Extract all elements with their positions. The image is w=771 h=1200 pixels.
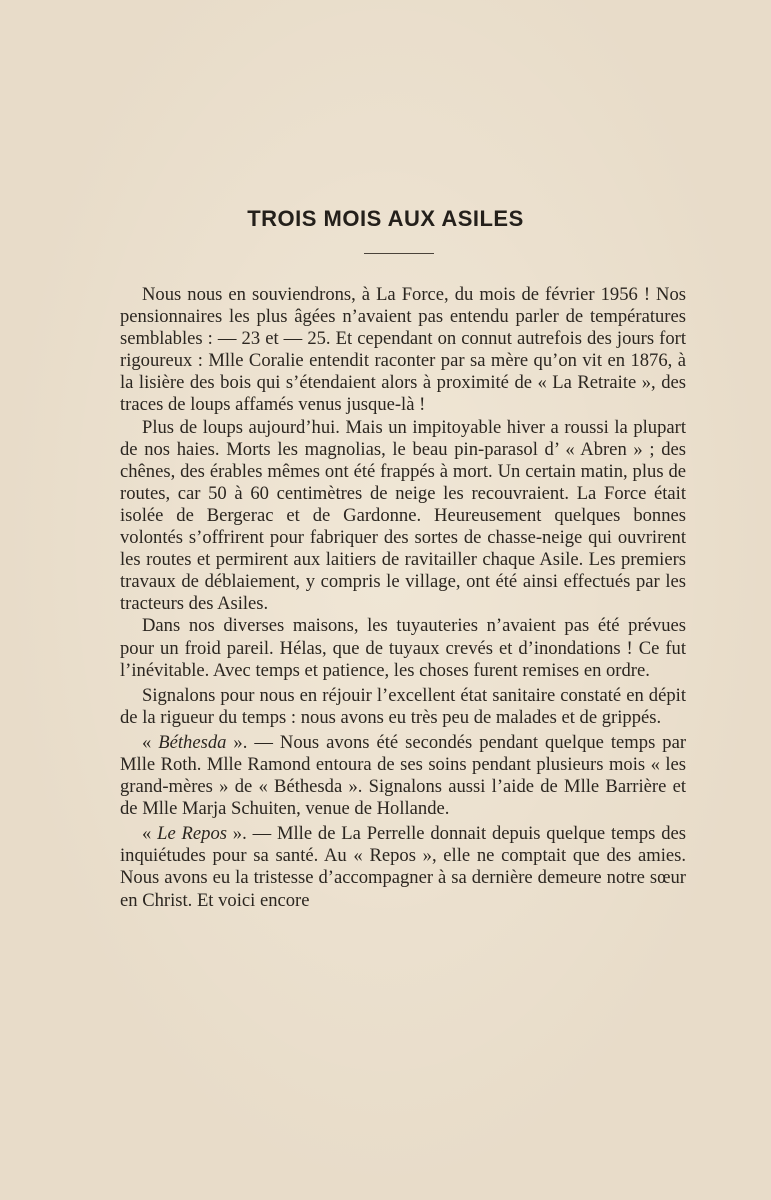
paragraph: Nous nous en souviendrons, à La Force, du mois de février 1956 ! Nos pensionnaires les plus âgées n’avaient pas entendu parler de températures semblables : — 23 et — 25. Et cependant on connut autrefois des jours fort rigoureux : Mlle Coralie entendit raconter par sa mère qu’on vit en 1876, à la lisière des bois qui s’étendaient alors à proximité de « La Retraite », des traces de loups affamés venus jusque-là ! (120, 284, 686, 416)
paragraph: Dans nos diverses maisons, les tuyauteries n’avaient pas été prévues pour un froid pareil. Hélas, que de tuyaux crevés et d’inondations ! Ce fut l’inévitable. Avec temps et patience, les choses furent remises en ordre. (120, 615, 686, 681)
title-divider (364, 253, 434, 254)
section-lead-title: Béthesda (158, 731, 227, 753)
paragraph: Plus de loups aujourd’hui. Mais un impitoyable hiver a roussi la plupart de nos haies. Morts les magnolias, le beau pin-parasol d’ « Abren » ; des chênes, des érables mêmes ont été frappés à mort. Un certain matin, plus de routes, car 50 à 60 centimètres de neige les recouvraient. La Force était isolée de Bergerac et de Gardonne. Heureusement quelques bonnes volontés s’offrirent pour fabriquer des sortes de chasse-neige qui ouvrirent les routes et permirent aux laitiers de ravitailler chaque Asile. Les premiers travaux de déblaiement, y compris le village, ont été ainsi effectués par les tracteurs des Asiles. (120, 416, 686, 615)
section-lead-open: « (142, 823, 158, 845)
section-lead-close: ». — (226, 731, 280, 753)
paragraph (120, 732, 686, 820)
section-lead-title: Le Repos (157, 823, 227, 845)
paragraph-text: Nous avons été secondés pendant quelque temps par Mlle Roth. Mlle Ramond entoura de ses soins pendant plusieurs mois « les grand-mères » de « Béthesda ». Signalons aussi l’aide de Mlle Barrière et de Mlle Marja Schuiten, venue de Hollande. (120, 731, 687, 820)
section-lead-close: ». — (226, 823, 277, 845)
paragraph-text: Mlle de La Perrelle donnait depuis quelque temps des inquiétudes pour sa santé. Au « Repos », elle ne comptait que des amies. Nous avons eu la tristesse d’accompagner à sa dernière demeure notre sœur en Christ. Et voici encore (120, 823, 686, 911)
body-text (120, 284, 686, 912)
section-lead-open: « (142, 731, 159, 753)
paragraph: Signalons pour nous en réjouir l’excellent état sanitaire constaté en dépit de la rigueur du temps : nous avons eu très peu de malades et de grippés. (120, 684, 686, 728)
page-title: TROIS MOIS AUX ASILES (247, 206, 524, 231)
paragraph (120, 823, 686, 911)
